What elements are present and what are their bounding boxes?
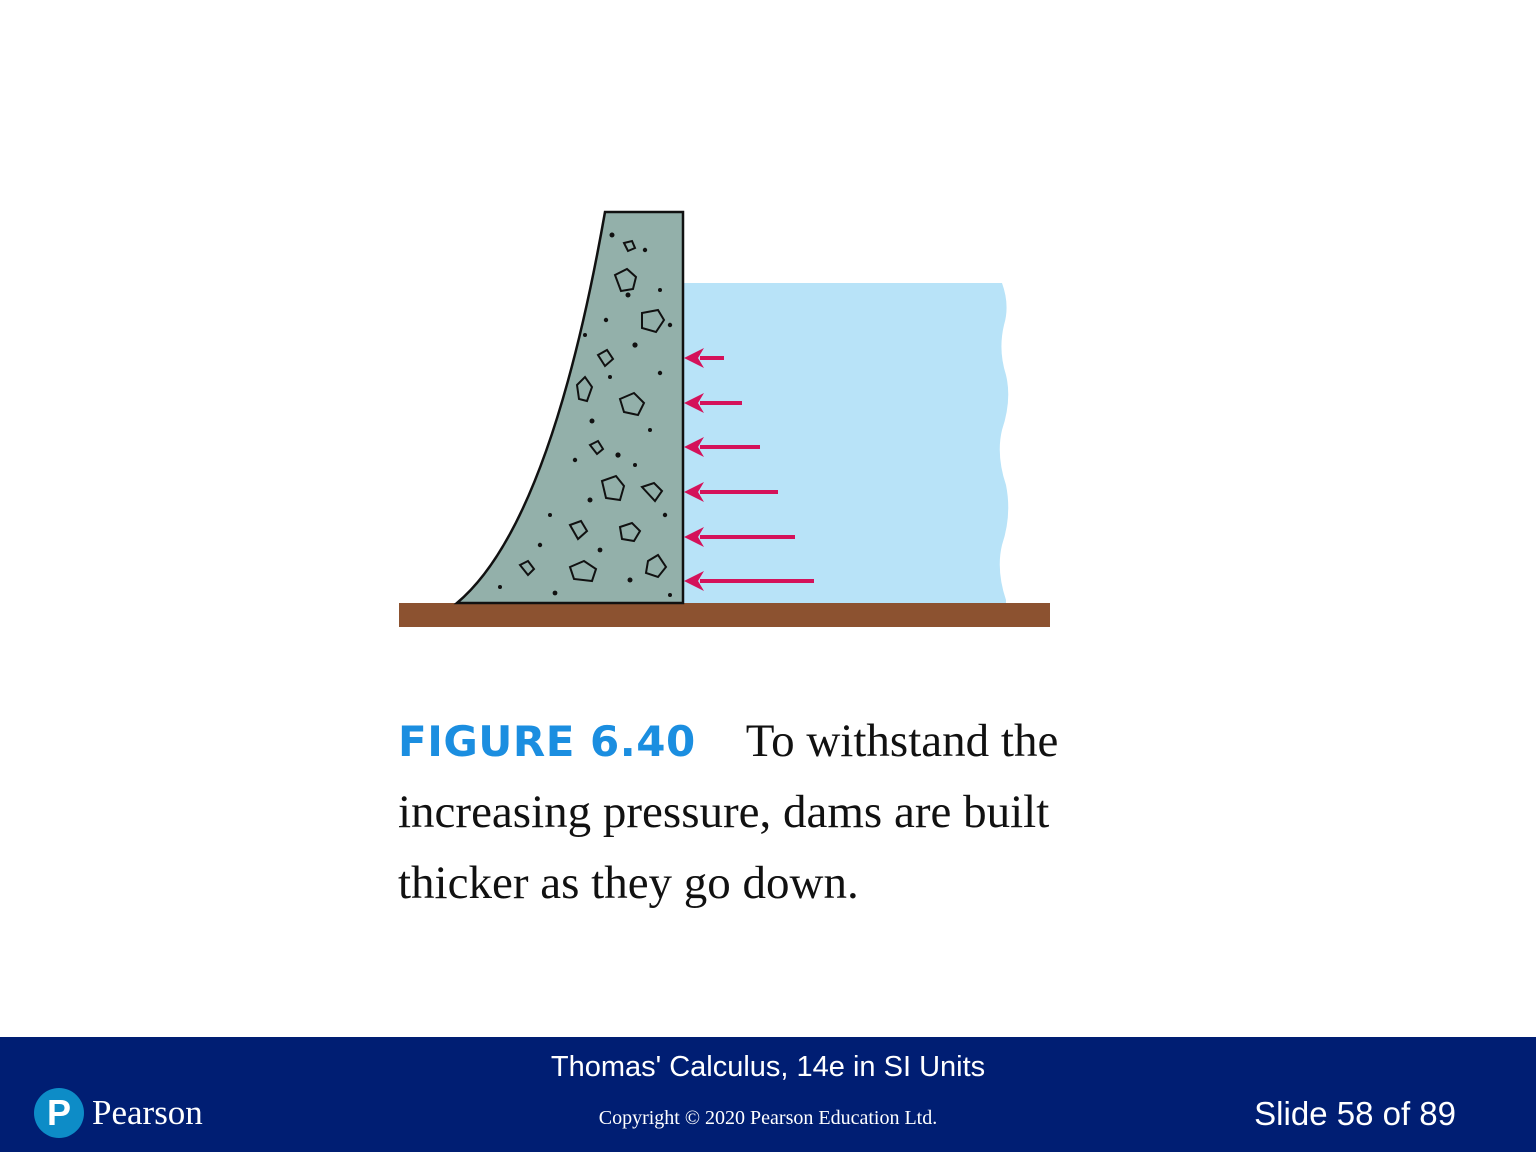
dam-figure bbox=[380, 195, 1080, 645]
copyright-notice: Copyright © 2020 Pearson Education Ltd. bbox=[598, 1107, 938, 1129]
water bbox=[683, 283, 1008, 603]
pearson-wordmark: Pearson bbox=[92, 1093, 203, 1132]
figure-label: FIGURE 6.40 bbox=[398, 717, 696, 766]
ground bbox=[399, 603, 1050, 627]
dam bbox=[457, 212, 683, 603]
slide-number: Slide 58 of 89 bbox=[1254, 1095, 1456, 1132]
figure-caption bbox=[398, 706, 1178, 919]
footer-bar bbox=[0, 1037, 1536, 1152]
figure-caption-text: To withstand the increasing pressure, dams are built thicker as they go down. bbox=[398, 715, 1059, 909]
pearson-p-icon: P bbox=[34, 1088, 84, 1138]
book-title: Thomas' Calculus, 14e in SI Units bbox=[550, 1051, 986, 1083]
